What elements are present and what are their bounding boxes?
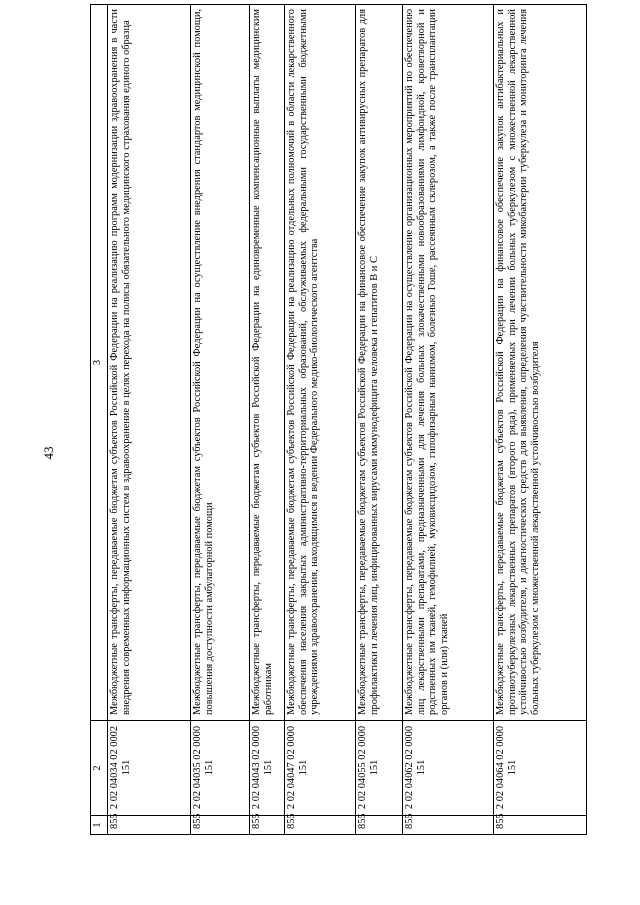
admin-code-cell: 855 <box>191 816 250 835</box>
table-row <box>250 5 285 835</box>
description-cell: Межбюджетные трансферты, передаваемые бюджетам субъектов Российской Федерации на финансовое обеспечение закупок антибактериальных и противотуберкулезных лекарственных препаратов (второго ряда), применяемых при лечении больных туберкулезом с множественной лекарственной устойчивостью возбудителя, и диагностических средств для выявления, определения чувствительности микобактерии туберкулеза и мониторинга лечения больных туберкулезом с множественной лекарственной устойчивостью возбудителя <box>494 5 587 721</box>
budget-code-cell: 2 02 04034 02 0002 151 <box>108 721 191 816</box>
admin-code-cell: 855 <box>108 816 191 835</box>
table-row <box>285 5 356 835</box>
budget-code-cell: 2 02 04062 02 0000 151 <box>403 721 494 816</box>
description-cell: Межбюджетные трансферты, передаваемые бюджетам субъектов Российской Федерации на осуществление организационных мероприятий по обеспечению лиц лекарственными препаратами, предназначенными для лечения больных злокачественными новообразованиями лимфоидной, кроветворной и родственных им тканей, гемофилией, муковисцидозом, гипофизарным нанизмом, болезнью Гоше, рассеянным склерозом, а также после трансплантации органов и (или) тканей <box>403 5 494 721</box>
page-number: 43 <box>41 446 56 460</box>
table-row <box>403 5 494 835</box>
table-row <box>191 5 250 835</box>
budget-code-cell: 2 02 04064 02 0000 151 <box>494 721 587 816</box>
budget-code-cell: 2 02 04035 02 0000 151 <box>191 721 250 816</box>
column-header-1: 1 <box>91 816 108 835</box>
table-row <box>494 5 587 835</box>
admin-code-cell: 855 <box>356 816 403 835</box>
admin-code-cell: 855 <box>494 816 587 835</box>
column-header-2: 2 <box>91 721 108 816</box>
admin-code-cell: 855 <box>403 816 494 835</box>
table-header-row <box>91 5 108 835</box>
table-row <box>356 5 403 835</box>
budget-code-cell: 2 02 04055 02 0000 151 <box>356 721 403 816</box>
description-cell: Межбюджетные трансферты, передаваемые бюджетам субъектов Российской Федерации на единовременные компенсационные выплаты медицинским работникам <box>250 5 285 721</box>
description-cell: Межбюджетные трансферты, передаваемые бюджетам субъектов Российской Федерации на финансовое обеспечение закупок антивирусных препаратов для профилактики и лечения лиц, инфицированных вирусами иммунодефицита человека и гепатитов B и C <box>356 5 403 721</box>
description-cell: Межбюджетные трансферты, передаваемые бюджетам субъектов Российской Федерации на осуществление внедрения стандартов медицинской помощи, повышения доступности амбулаторной помощи <box>191 5 250 721</box>
table-row <box>108 5 191 835</box>
table-container <box>90 5 540 835</box>
description-cell: Межбюджетные трансферты, передаваемые бюджетам субъектов Российской Федерации на реализацию отдельных полномочий в области лекарственного обеспечения населения закрытых административно-территориальных образований, обслуживаемых федеральными государственными бюджетными учреждениями здравоохранения, находящимися в ведении Федерального медико-биологического агентства <box>285 5 356 721</box>
budget-code-cell: 2 02 04047 02 0000 151 <box>285 721 356 816</box>
admin-code-cell: 855 <box>250 816 285 835</box>
admin-code-cell: 855 <box>285 816 356 835</box>
budget-code-cell: 2 02 04043 02 0000 151 <box>250 721 285 816</box>
budget-classification-table <box>90 4 587 835</box>
description-cell: Межбюджетные трансферты, передаваемые бюджетам субъектов Российской Федерации на реализацию программ модернизации здравоохранения в части внедрения современных информационных систем в здравоохранение в целях перехода на полисы обязательного медицинского страхования единого образца <box>108 5 191 721</box>
column-header-3: 3 <box>91 5 108 721</box>
